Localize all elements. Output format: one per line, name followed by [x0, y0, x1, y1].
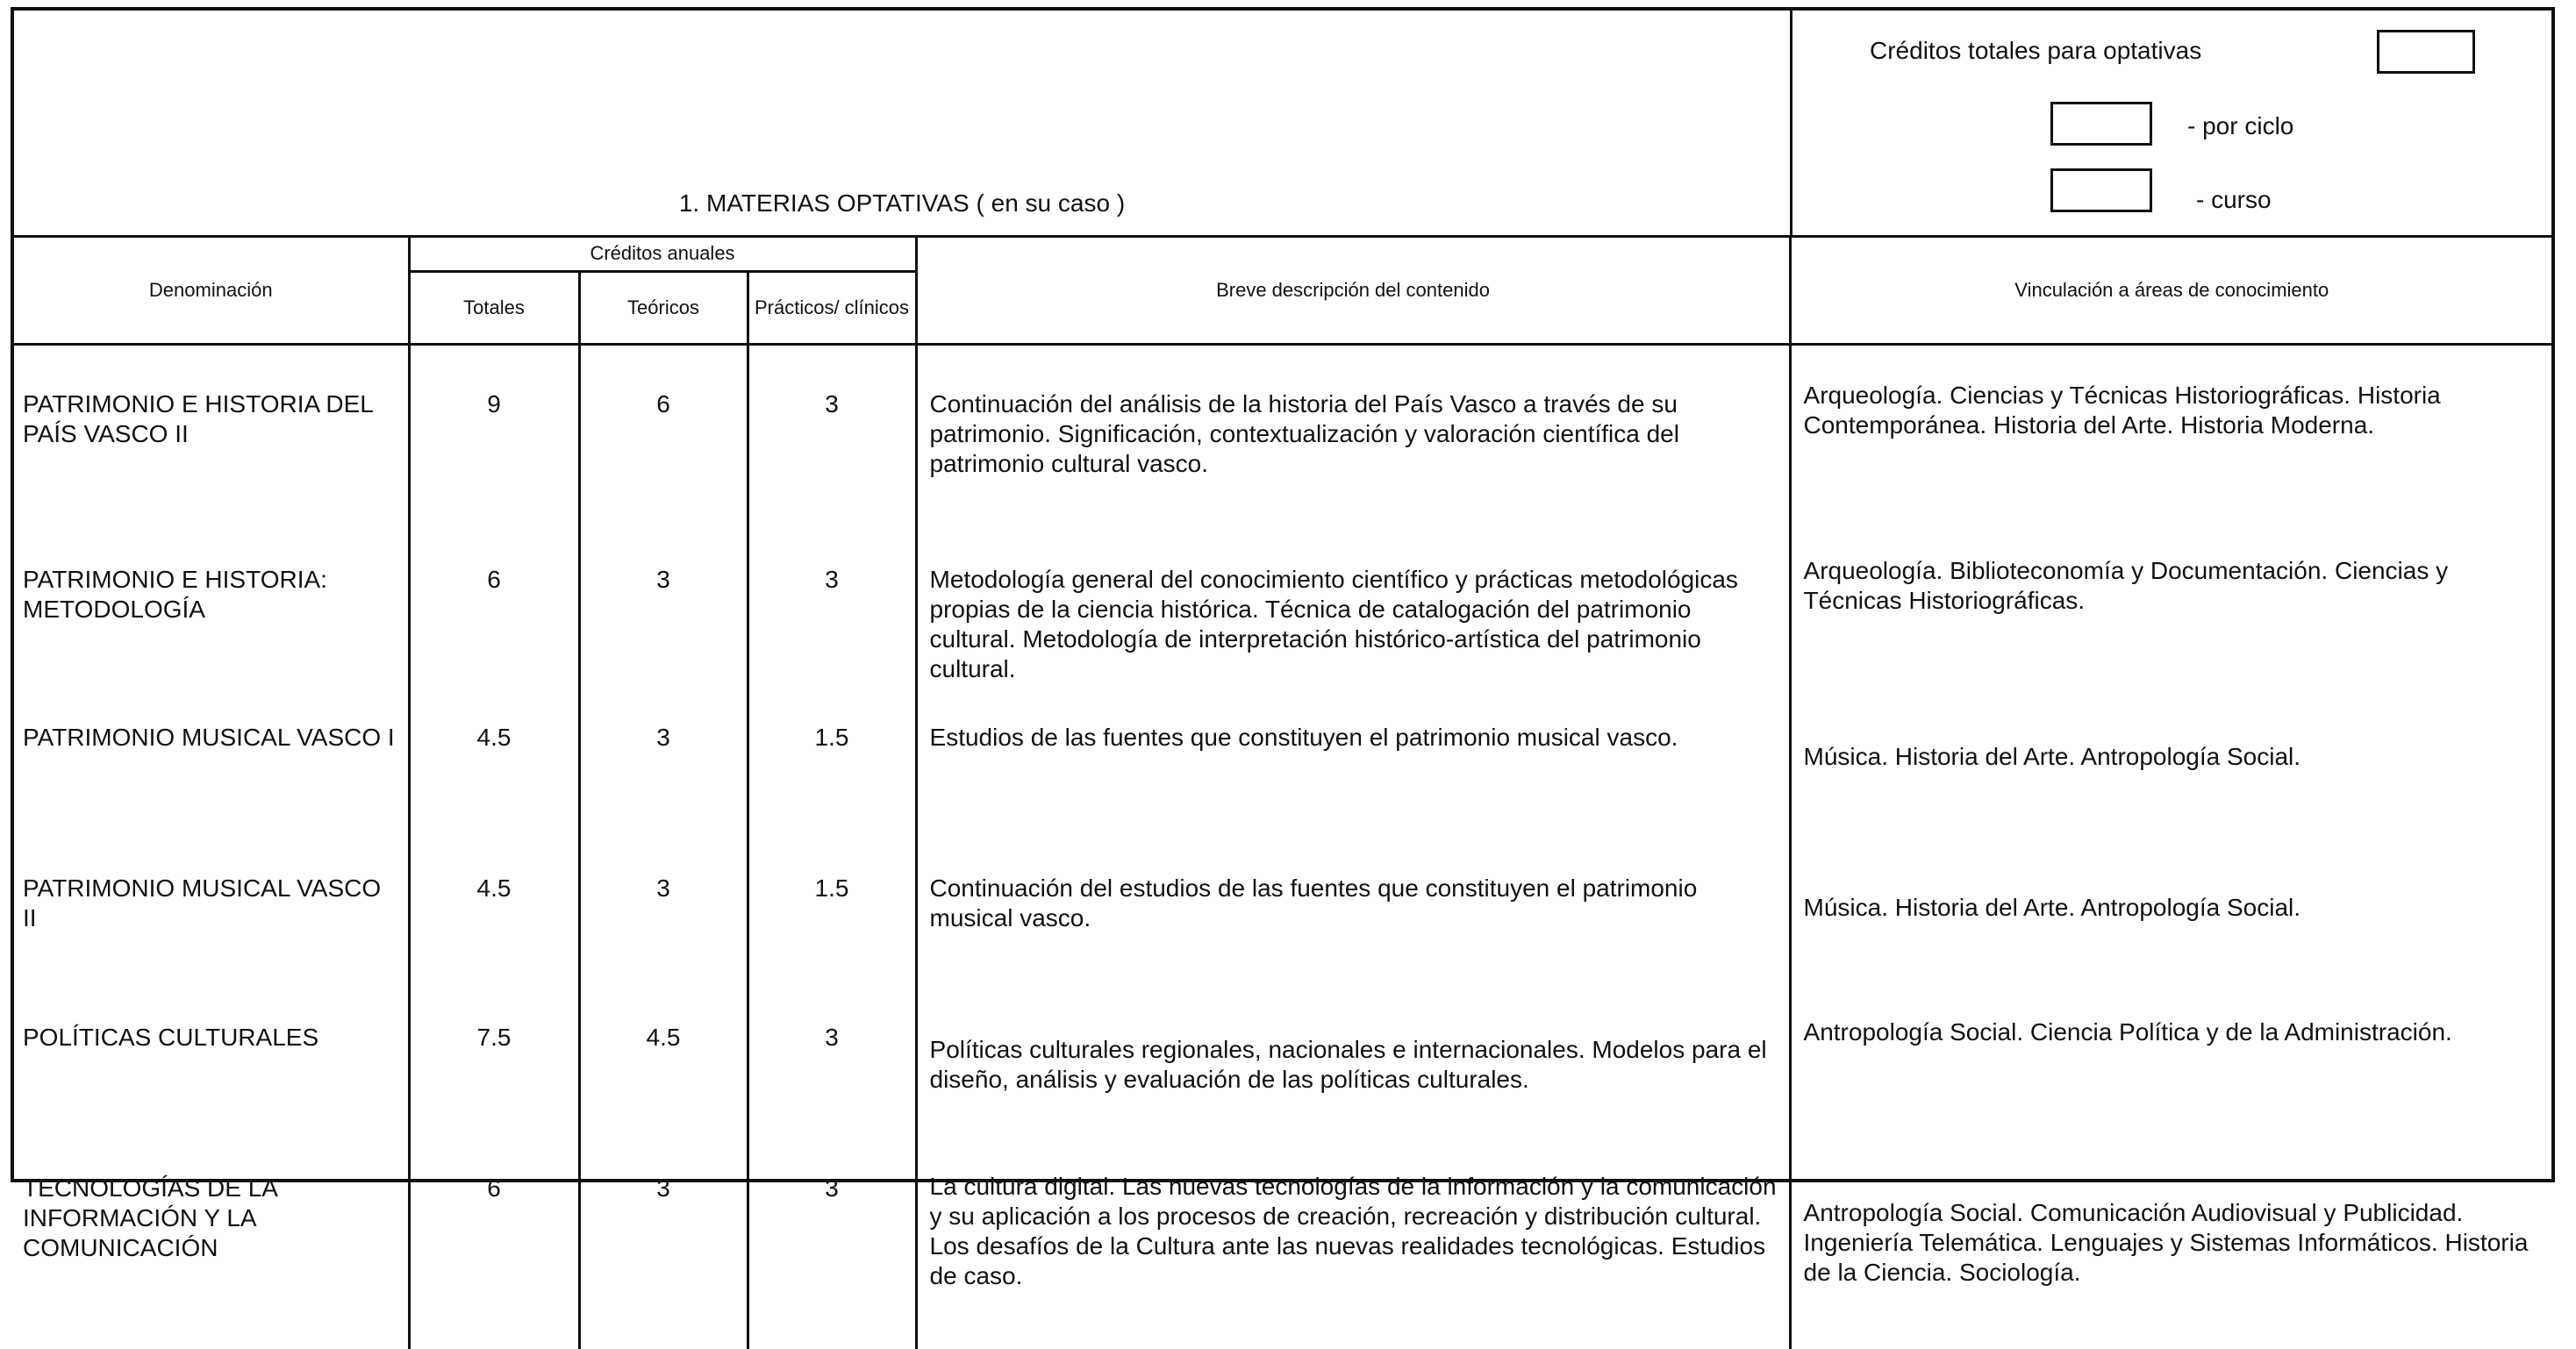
por-ciclo-box[interactable]: [2050, 102, 2152, 146]
row-name: POLÍTICAS CULTURALES: [23, 1024, 319, 1051]
curso-box[interactable]: [2050, 168, 2152, 212]
row-teoricos: 3: [579, 1149, 748, 1349]
row-name: PATRIMONIO MUSICAL VASCO II: [23, 874, 382, 931]
col-vinculacion: Vinculación a áreas de conocimiento: [1790, 237, 2552, 345]
row-areas: Música. Historia del Arte. Antropología Social.: [1790, 696, 2552, 847]
row-areas: Antropología Social. Comunicación Audiovisual y Publicidad. Ingeniería Telemática. Lenguajes y Sistemas Informáticos. Historia de la Ciencia. Sociología.: [1790, 1149, 2552, 1349]
row-descripcion: Continuación del análisis de la historia del País Vasco a través de su patrimonio. Significación, contextualización y valoración científica del patrimonio cultural vasco.: [916, 345, 1790, 522]
table-row: [14, 345, 2552, 522]
form-header: [14, 11, 2551, 237]
row-teoricos: 4.5: [579, 996, 748, 1149]
row-name: TECNOLOGÍAS DE LA INFORMACIÓN Y LA COMUNICACIÓN: [23, 1174, 277, 1261]
row-practicos: 3: [748, 521, 916, 696]
row-descripcion: La cultura digital. Las nuevas tecnologías de la información y la comunicación y su aplicación a los procesos de creación, recreación y distribución cultural. Los desafíos de la Cultura ante las nuevas realidades tecnológicas. Estudios de caso.: [916, 1149, 1790, 1349]
curso-label: - curso: [2196, 186, 2272, 213]
table-row: [14, 847, 2552, 996]
page-title: 1. MATERIAS OPTATIVAS ( en su caso ): [678, 189, 1126, 217]
row-descripcion: Estudios de las fuentes que constituyen el patrimonio musical vasco.: [916, 696, 1790, 847]
row-totales: 4.5: [409, 847, 579, 996]
header-title-cell: [14, 11, 1792, 237]
row-teoricos: 3: [579, 521, 748, 696]
row-teoricos: 3: [579, 847, 748, 996]
row-areas: Arqueología. Ciencias y Técnicas Historiográficas. Historia Contemporánea. Historia del Arte. Historia Moderna.: [1790, 345, 2552, 522]
row-name: PATRIMONIO MUSICAL VASCO I: [23, 724, 395, 751]
row-practicos: 3: [748, 345, 916, 522]
row-descripcion: Continuación del estudios de las fuentes que constituyen el patrimonio musical vasco.: [916, 847, 1790, 996]
col-creditos-anuales: Créditos anuales: [409, 237, 916, 272]
optativas-form: [11, 7, 2555, 1289]
row-practicos: 1.5: [748, 847, 916, 996]
row-name: PATRIMONIO E HISTORIA: METODOLOGÍA: [23, 566, 327, 623]
row-totales: 6: [409, 521, 579, 696]
col-descripcion: Breve descripción del contenido: [916, 237, 1790, 345]
table-row: [14, 996, 2552, 1149]
row-totales: 6: [409, 1149, 579, 1349]
creditos-totales-box[interactable]: [2377, 30, 2475, 74]
row-descripcion: Metodología general del conocimiento científico y prácticas metodológicas propias de la ciencia histórica. Técnica de catalogación del patrimonio cultural. Metodología de interpretación histórico-artística del patrimonio cultural.: [916, 521, 1790, 696]
optativas-table: [14, 237, 2552, 1349]
row-teoricos: 6: [579, 345, 748, 522]
row-descripcion: Políticas culturales regionales, nacionales e internacionales. Modelos para el diseño, análisis y evaluación de las políticas culturales.: [916, 996, 1790, 1149]
col-practicos: Prácticos/ clínicos: [748, 272, 916, 345]
row-practicos: 3: [748, 996, 916, 1149]
row-areas: Antropología Social. Ciencia Política y de la Administración.: [1790, 996, 2552, 1149]
credits-summary: [1792, 11, 2552, 237]
table-row: [14, 521, 2552, 696]
col-teoricos: Teóricos: [579, 272, 748, 345]
creditos-totales-label: Créditos totales para optativas: [1870, 37, 2202, 64]
table-row: [14, 1149, 2552, 1349]
row-totales: 4.5: [409, 696, 579, 847]
row-teoricos: 3: [579, 696, 748, 847]
row-name: PATRIMONIO E HISTORIA DEL PAÍS VASCO II: [23, 390, 373, 447]
row-totales: 7.5: [409, 996, 579, 1149]
row-practicos: 1.5: [748, 696, 916, 847]
row-areas: Música. Historia del Arte. Antropología Social.: [1790, 847, 2552, 996]
por-ciclo-label: - por ciclo: [2187, 112, 2294, 139]
col-totales: Totales: [409, 272, 579, 345]
row-practicos: 3: [748, 1149, 916, 1349]
table-row: [14, 696, 2552, 847]
row-totales: 9: [409, 345, 579, 522]
row-areas: Arqueología. Biblioteconomía y Documentación. Ciencias y Técnicas Historiográficas.: [1790, 521, 2552, 696]
col-denominacion: Denominación: [14, 237, 409, 345]
